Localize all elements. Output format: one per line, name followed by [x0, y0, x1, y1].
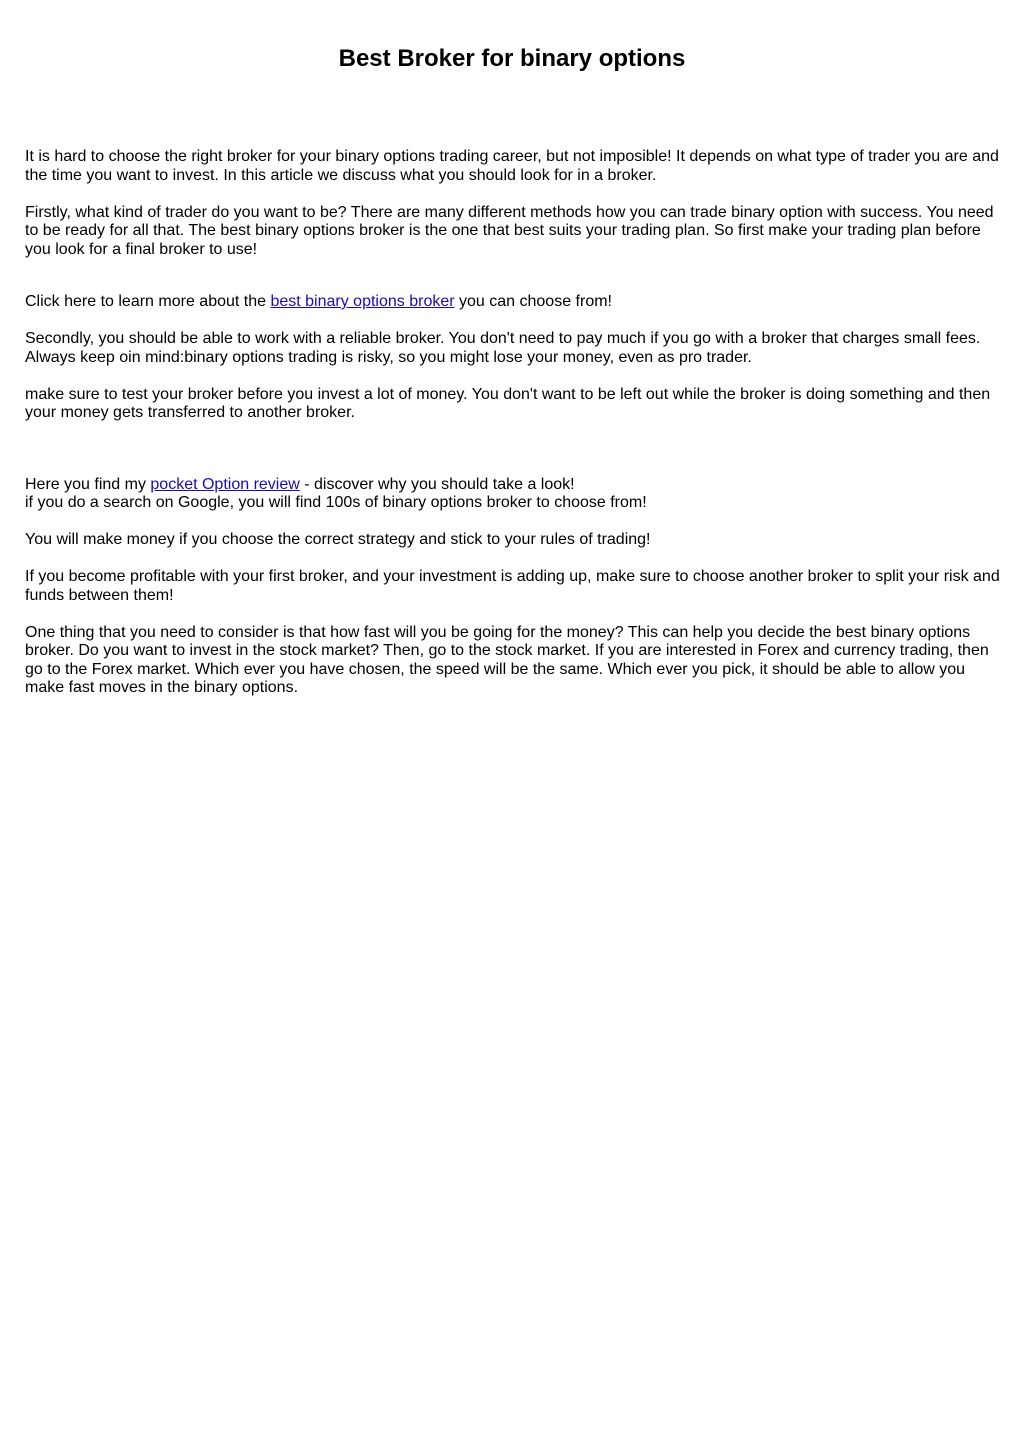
spacer [25, 605, 1000, 624]
article-body [25, 148, 1000, 698]
paragraph-strategy: You will make money if you choose the correct strategy and stick to your rules of trading! [25, 531, 651, 548]
spacer [25, 259, 1000, 293]
spacer [25, 312, 1000, 331]
text-segment: Click here to learn more about the [25, 293, 271, 310]
spacer [25, 550, 1000, 569]
paragraph-speed: One thing that you need to consider is that how fast will you be going for the money? This can help you decide the best binary options broker. Do you want to invest in the stock market? Then, go to the stock market. If you are interested in Forex and currency trading, then go to the Forex market. Which ever you have chosen, the speed will be the same. Which ever you pick, it should be able to allow you make fast moves in the binary options. [25, 623, 989, 696]
paragraph-review [25, 476, 1000, 495]
page-title: Best Broker for binary options [338, 45, 686, 72]
paragraph-intro: It is hard to choose the right broker for your binary options trading career, but not imposible! It depends on what type of trader you are and the time you want to invest. In this article we discuss what you should look for in a broker. [25, 148, 999, 184]
text-segment: you can choose from! [454, 293, 612, 310]
text-segment: - discover why you should take a look! [299, 475, 575, 493]
paragraph-click-here [25, 293, 1000, 312]
spacer [25, 423, 1000, 476]
paragraph-test-broker: make sure to test your broker before you invest a lot of money. You don't want to be left out while the broker is doing something and then your money gets transferred to another broker. [25, 385, 991, 421]
spacer [25, 513, 1000, 532]
best-broker-link[interactable]: best binary options broker [270, 293, 455, 310]
paragraph-split-risk: If you become profitable with your first broker, and your investment is adding up, make sure to choose another broker to split your risk and funds between them! [25, 568, 1000, 604]
spacer [25, 367, 1000, 386]
spacer [25, 185, 1000, 204]
paragraph-google-search: if you do a search on Google, you will find 100s of binary options broker to choose from! [25, 494, 647, 511]
pocket-option-review-link[interactable]: pocket Option review [150, 475, 300, 493]
text-segment: Here you find my [25, 475, 151, 493]
paragraph-reliable-broker: Secondly, you should be able to work with a reliable broker. You don't need to pay much if you go with a broker that charges small fees. Always keep oin mind:binary options trading is risky, so you might lose your money, even as pro trader. [25, 330, 981, 366]
paragraph-trader-type: Firstly, what kind of trader do you want to be? There are many different methods how you can trade binary option with success. You need to be ready for all that. The best binary options broker is the one that best suits your trading plan. So first make your trading plan before you look for a final broker to use! [25, 203, 994, 258]
